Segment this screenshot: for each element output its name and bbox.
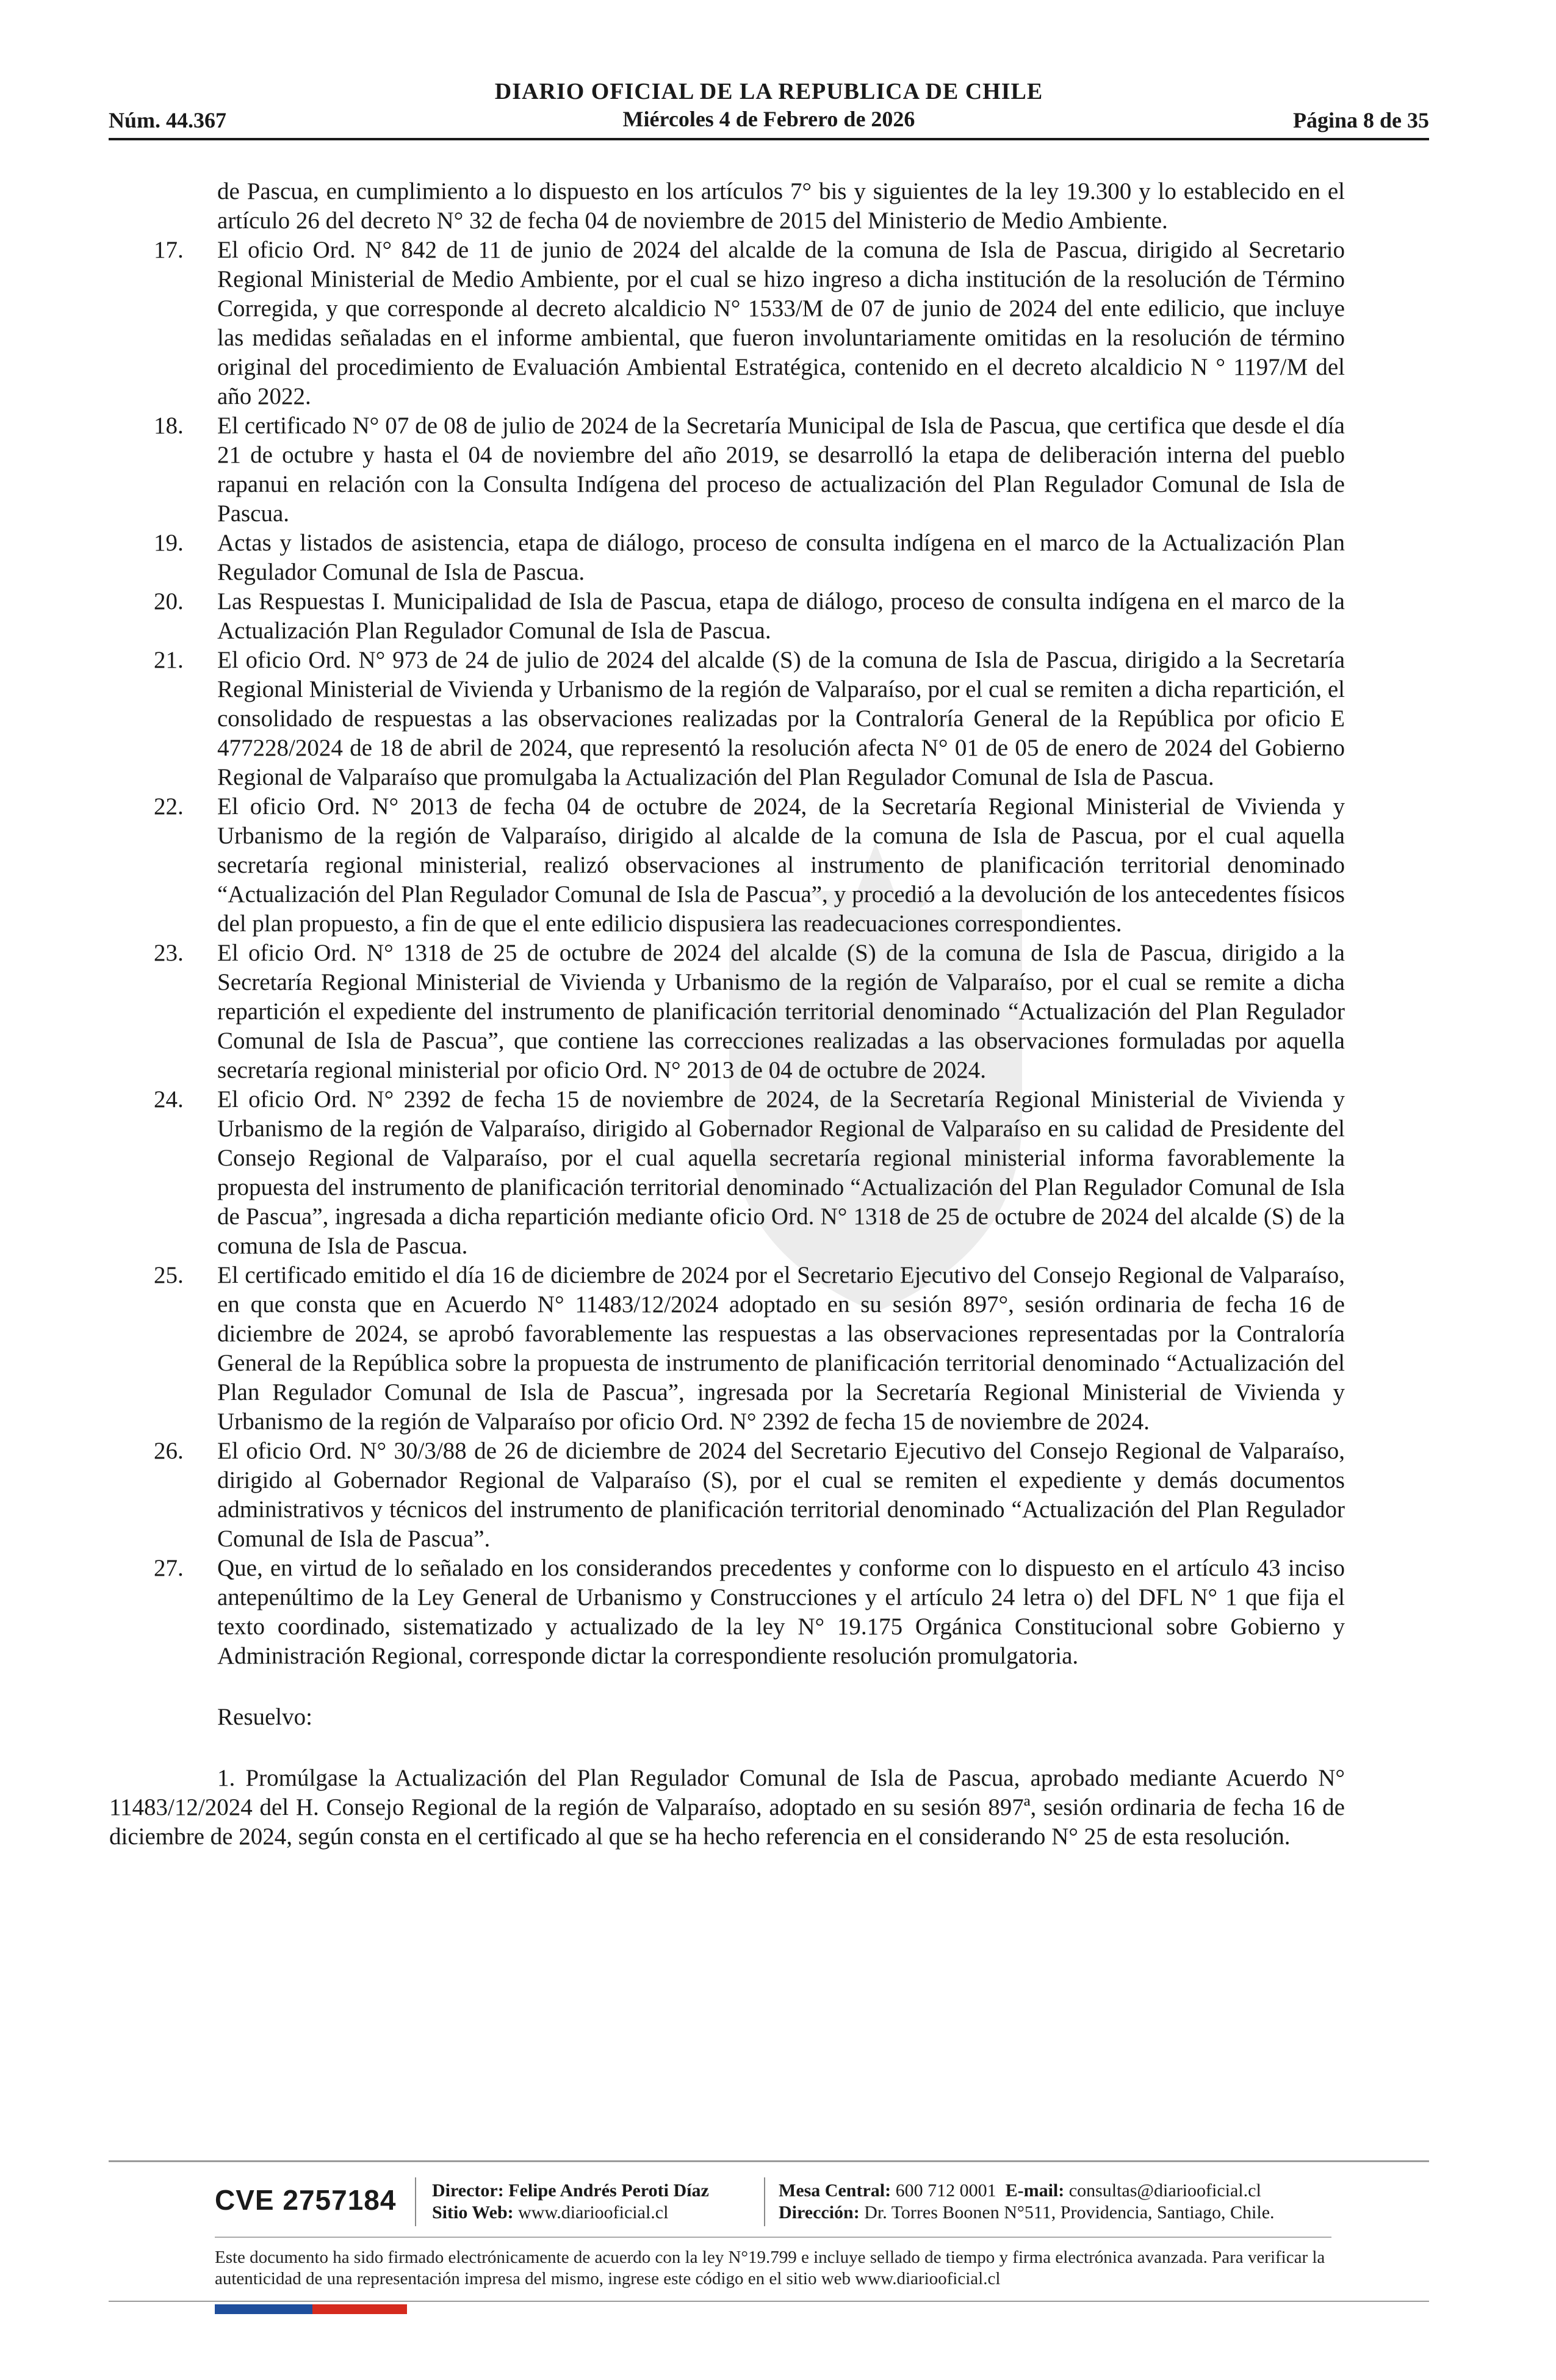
list-item (154, 1437, 1345, 1554)
footer-divider (764, 2177, 765, 2226)
footer-bottom-rule (109, 2301, 1429, 2302)
resuelvo-heading: Resuelvo: (217, 1704, 312, 1730)
header-rule (109, 138, 1429, 140)
flag-blue-stripe (215, 2304, 312, 2314)
web-label: Sitio Web: (432, 2202, 514, 2223)
address-value: Dr. Torres Boonen N°511, Providencia, Santiago, Chile. (864, 2202, 1275, 2223)
item-number: 27. (154, 1555, 184, 1581)
item-text: El oficio Ord. N° 30/3/88 de 26 de diciembre de 2024 del Secretario Ejecutivo del Consejo Regional de Valparaíso, dirigido al Gobernador Regional de Valparaíso (S), por el cual se remiten el expediente y demás documentos administrativos y técnicos del instrumento de planificación territorial denominado “Actualización del Plan Regulador Comunal de Isla de Pascua”. (217, 1438, 1345, 1552)
list-item (154, 1261, 1345, 1437)
email-link[interactable]: consultas@diariooficial.cl (1068, 2180, 1261, 2201)
web-link[interactable]: www.diariooficial.cl (518, 2202, 669, 2223)
cve-code: CVE 2757184 (215, 2184, 397, 2216)
item-number: 22. (154, 793, 184, 820)
footer-rule (109, 2160, 1429, 2162)
email-label: E-mail: (1005, 2180, 1065, 2201)
item-text: El oficio Ord. N° 842 de 11 de junio de 2024 del alcalde de la comuna de Isla de Pascua, dirigido al Secretario Regional Ministerial de Medio Ambiente, por el cual se hizo ingreso a dicha institución de la resolución de Término Corregida, y que corresponde al decreto alcaldicio N° 1533/M de 07 de junio de 2024 del ente edilicio, que incluye las medidas señaladas en el informe ambiental, que fueron involuntariamente omitidas en la resolución de término original del procedimiento de Evaluación Ambiental Estratégica, contenido en el decreto alcaldicio N ° 1197/M del año 2022. (217, 237, 1345, 409)
list-item (154, 528, 1345, 587)
item-number: 26. (154, 1438, 184, 1464)
legal-notice: Este documento ha sido firmado electrónicamente de acuerdo con la ley N°19.799 e incluye sellado de tiempo y firma electrónica avanzada. Para verificar la autenticidad de una representación impresa del mismo, ingrese este código en el sitio web www.diariooficial.cl (215, 2248, 1325, 2288)
continuation-paragraph: de Pascua, en cumplimiento a lo dispuesto en los artículos 7° bis y siguientes de la ley 19.300 y lo establecido en el artículo 26 del decreto N° 32 de fecha 04 de noviembre de 2015 del Ministerio de Medio Ambiente. (217, 178, 1345, 234)
page-number: Página 8 de 35 (1292, 108, 1429, 132)
item-number: 25. (154, 1262, 184, 1288)
resolution-paragraph: 1. Promúlgase la Actualización del Plan Regulador Comunal de Isla de Pascua, aprobado mediante Acuerdo N° 11483/12/2024 del H. Consejo Regional de la región de Valparaíso, adoptado en su sesión 897ª, sesión ordinaria de fecha 16 de diciembre de 2024, según consta en el certificado al que se ha hecho referencia en el considerando N° 25 de esta resolución. (109, 1765, 1345, 1850)
list-item (154, 1554, 1345, 1671)
flag-red-stripe (312, 2304, 407, 2314)
item-number: 23. (154, 940, 184, 966)
footer-divider (415, 2177, 416, 2226)
item-text: El oficio Ord. N° 2013 de fecha 04 de octubre de 2024, de la Secretaría Regional Ministerial de Vivienda y Urbanismo de la región de Valparaíso, dirigido al alcalde de la comuna de Isla de Pascua, por el cual aquella secretaría regional ministerial, realizó observaciones al instrumento de planificación territorial denominado “Actualización del Plan Regulador Comunal de Isla de Pascua”, y procedió a la devolución de los antecedentes físicos del plan propuesto, a fin de que el ente edilicio dispusiera las readecuaciones correspondientes. (217, 793, 1345, 937)
issue-number: Núm. 44.367 (109, 108, 227, 132)
mesa-label: Mesa Central: (779, 2180, 891, 2201)
footer-inner-rule (215, 2237, 1331, 2238)
list-item (154, 646, 1345, 792)
item-number: 21. (154, 647, 184, 673)
masthead (109, 78, 1429, 132)
masthead-title: DIARIO OFICIAL DE LA REPUBLICA DE CHILE (494, 79, 1043, 104)
footer-director-block (432, 2180, 709, 2224)
list-item (154, 411, 1345, 528)
list-item (154, 236, 1345, 411)
list-item (154, 587, 1345, 646)
item-text: El oficio Ord. N° 973 de 24 de julio de 2024 del alcalde (S) de la comuna de Isla de Pascua, dirigido a la Secretaría Regional Ministerial de Vivienda y Urbanismo de la región de Valparaíso, por el cual se remiten a dicha repartición, el consolidado de respuestas a las observaciones realizadas por la Contraloría General de la República por oficio E 477228/2024 de 18 de abril de 2024, que representó la resolución afecta N° 01 de 05 de enero de 2024 del Gobierno Regional de Valparaíso que promulgaba la Actualización del Plan Regulador Comunal de Isla de Pascua. (217, 647, 1345, 790)
list-item (154, 1085, 1345, 1261)
item-text: El certificado N° 07 de 08 de julio de 2024 de la Secretaría Municipal de Isla de Pascua, que certifica que desde el día 21 de octubre y hasta el 04 de noviembre del año 2019, se desarrolló la etapa de deliberación interna del pueblo rapanui en relación con la Consulta Indígena del proceso de actualización del Plan Regulador Comunal de Isla de Pascua. (217, 413, 1345, 527)
address-label: Dirección: (779, 2202, 860, 2223)
mesa-phone: 600 712 0001 (895, 2180, 996, 2201)
document-body (109, 177, 1345, 1875)
item-number: 20. (154, 588, 184, 615)
footer-contact-block (779, 2180, 1275, 2224)
list-item (154, 939, 1345, 1085)
item-text: El oficio Ord. N° 1318 de 25 de octubre de 2024 del alcalde (S) de la comuna de Isla de Pascua, dirigido a la Secretaría Regional Ministerial de Vivienda y Urbanismo de la región de Valparaíso, por el cual se remite a dicha repartición el expediente del instrumento de planificación territorial denominado “Actualización del Plan Regulador Comunal de Isla de Pascua”, que contiene las correcciones realizadas a las observaciones formuladas por aquella secretaría regional ministerial por oficio Ord. N° 2013 de 04 de octubre de 2024. (217, 940, 1345, 1083)
considerandos-list (154, 236, 1345, 1671)
item-number: 19. (154, 530, 184, 556)
director-name: Felipe Andrés Peroti Díaz (508, 2180, 709, 2201)
item-text: Que, en virtud de lo señalado en los considerandos precedentes y conforme con lo dispuesto en el artículo 43 inciso antepenúltimo de la Ley General de Urbanismo y Construcciones y el artículo 24 letra o) del DFL N° 1 que fija el texto coordinado, sistematizado y actualizado de la ley N° 19.175 Orgánica Constitucional sobre Gobierno y Administración Regional, corresponde dictar la correspondiente resolución promulgatoria. (217, 1555, 1345, 1669)
list-item (154, 792, 1345, 939)
item-number: 24. (154, 1086, 184, 1112)
item-number: 17. (154, 237, 184, 263)
item-text: El oficio Ord. N° 2392 de fecha 15 de noviembre de 2024, de la Secretaría Regional Ministerial de Vivienda y Urbanismo de la región de Valparaíso, dirigido al Gobernador Regional de Valparaíso en su calidad de Presidente del Consejo Regional de Valparaíso, por el cual aquella secretaría regional ministerial informa favorablemente la propuesta del instrumento de planificación territorial denominado “Actualización del Plan Regulador Comunal de Isla de Pascua”, ingresada a dicha repartición mediante oficio Ord. N° 1318 de 25 de octubre de 2024 del alcalde (S) de la comuna de Isla de Pascua. (217, 1086, 1345, 1259)
director-label: Director: (432, 2180, 504, 2201)
item-text: El certificado emitido el día 16 de diciembre de 2024 por el Secretario Ejecutivo del Consejo Regional de Valparaíso, en que consta que en Acuerdo N° 11483/12/2024 adoptado en su sesión 897°, sesión ordinaria de fecha 16 de diciembre de 2024, se aprobó favorablemente las respuestas a las observaciones representadas por la Contraloría General de la República sobre la propuesta de instrumento de planificación territorial denominado “Actualización del Plan Regulador Comunal de Isla de Pascua”, ingresada por la Secretaría Regional Ministerial de Vivienda y Urbanismo de la región de Valparaíso por oficio Ord. N° 2392 de fecha 15 de noviembre de 2024. (217, 1262, 1345, 1435)
item-text: Actas y listados de asistencia, etapa de diálogo, proceso de consulta indígena en el marco de la Actualización Plan Regulador Comunal de Isla de Pascua. (217, 530, 1345, 585)
item-text: Las Respuestas I. Municipalidad de Isla de Pascua, etapa de diálogo, proceso de consulta indígena en el marco de la Actualización Plan Regulador Comunal de Isla de Pascua. (217, 588, 1345, 644)
issue-date: Miércoles 4 de Febrero de 2026 (622, 107, 915, 131)
item-number: 18. (154, 413, 184, 439)
page-header (109, 73, 1429, 140)
